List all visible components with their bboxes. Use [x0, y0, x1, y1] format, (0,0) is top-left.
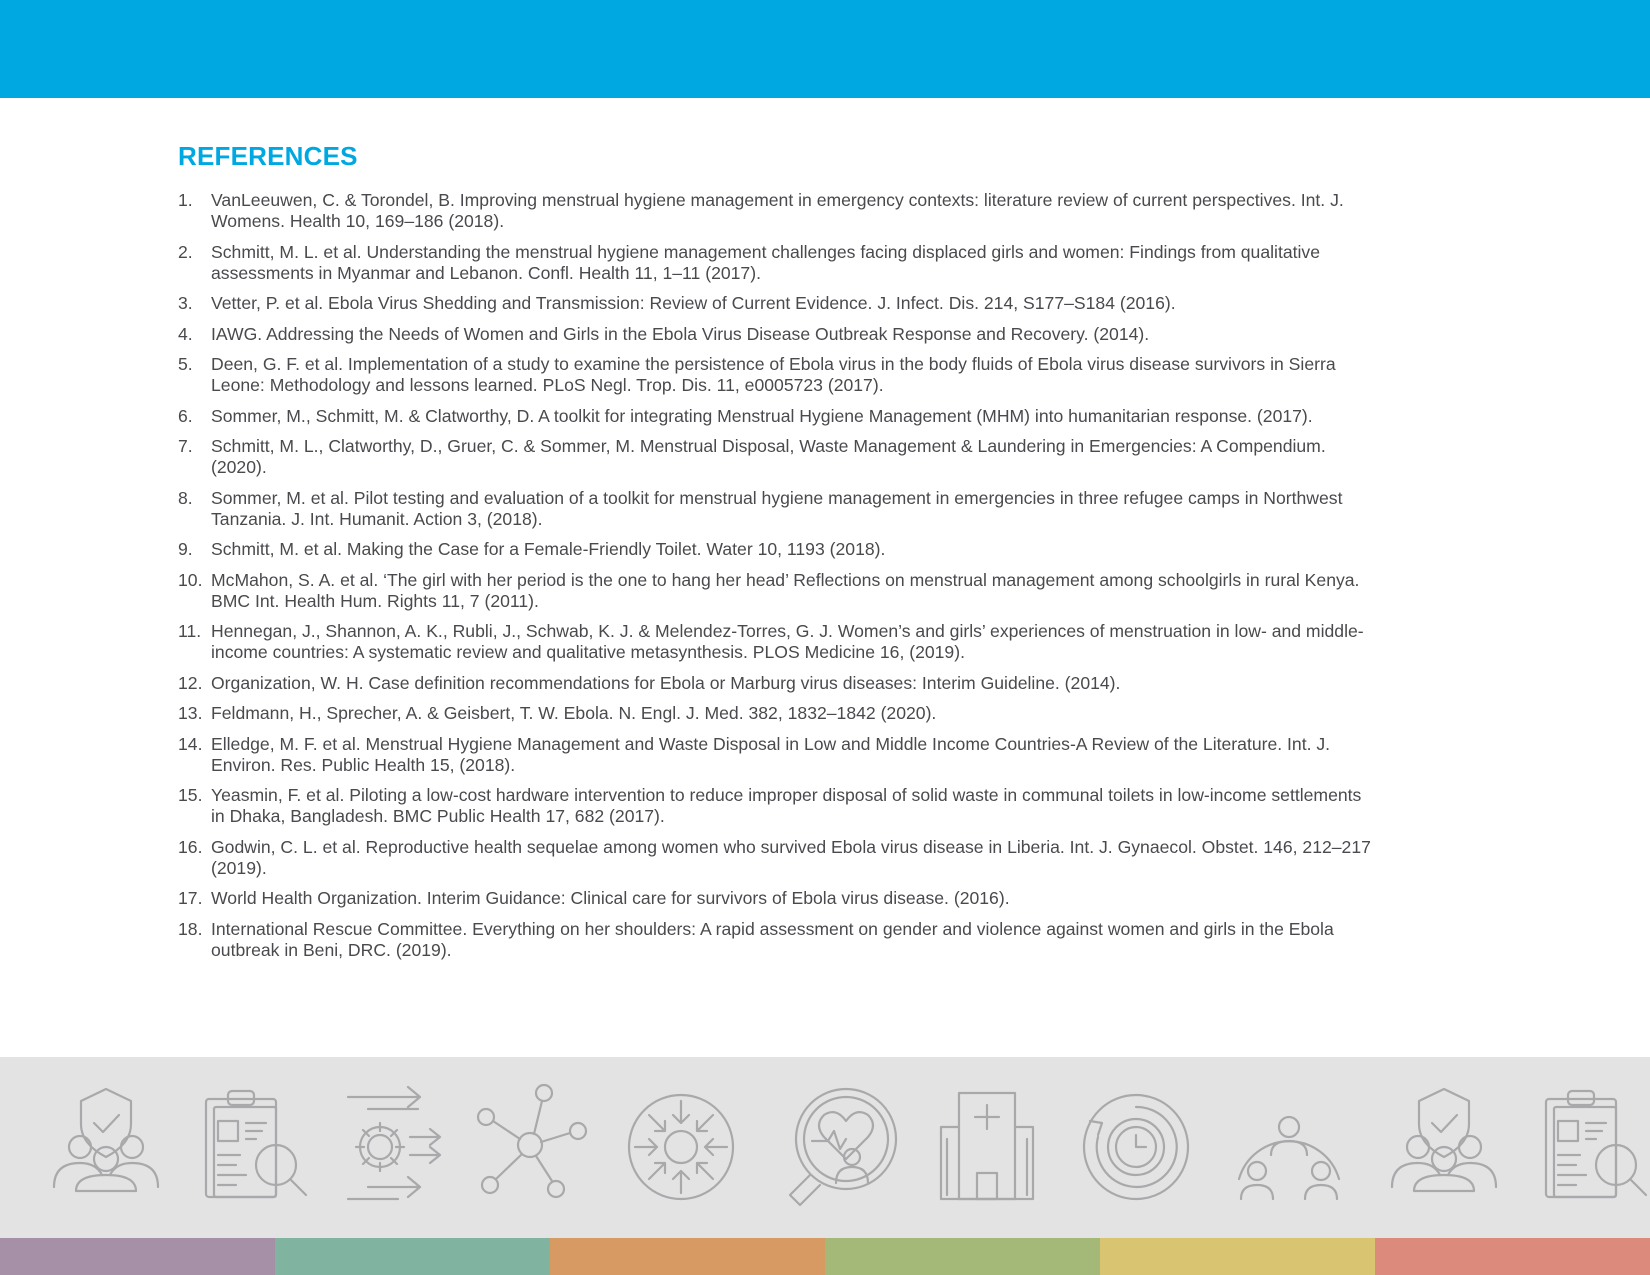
reference-number: 18. — [178, 918, 203, 939]
reference-text: Deen, G. F. et al. Implementation of a study to examine the persistence of Ebola virus in the body fluids of Ebola virus disease survivors in Sierra Leone: Methodology and lessons learned. PLoS Negl. Trop. Dis. 11, e0005723 (2017). — [211, 354, 1336, 395]
reference-number: 12. — [178, 672, 203, 693]
reference-text: Vetter, P. et al. Ebola Virus Shedding and Transmission: Review of Current Evidence. J. Infect. Dis. 214, S177–S184 (2016). — [211, 293, 1176, 313]
reference-item — [178, 785, 1378, 827]
reference-number: 13. — [178, 703, 203, 723]
reference-item — [178, 242, 1378, 284]
color-bar-segment — [825, 1238, 1100, 1275]
reference-item — [178, 673, 1378, 694]
clipboard-search-icon — [1536, 1079, 1650, 1219]
arrows-gear-icon — [338, 1079, 458, 1219]
reference-item — [178, 703, 1378, 724]
reference-item — [178, 488, 1378, 530]
people-shield-icon — [1384, 1079, 1504, 1219]
heart-person-search-icon — [782, 1079, 902, 1219]
reference-text: McMahon, S. A. et al. ‘The girl with her period is the one to hang her head’ Reflections on menstrual management among schoolgirls in rural Kenya. BMC Int. Health Hum. Rights 11, 7 (2011). — [211, 569, 1360, 611]
reference-item — [178, 354, 1378, 396]
reference-text: World Health Organization. Interim Guidance: Clinical care for survivors of Ebola virus disease. (2016). — [211, 888, 1010, 908]
color-bar-segment — [550, 1238, 825, 1275]
page-heading: REFERENCES — [178, 141, 358, 171]
reference-item — [178, 293, 1378, 314]
reference-number: 6. — [178, 405, 193, 426]
icon-band — [0, 1057, 1650, 1238]
clipboard-search-icon — [196, 1079, 316, 1219]
top-banner — [0, 0, 1650, 98]
reference-text: Hennegan, J., Shannon, A. K., Rubli, J., Schwab, K. J. & Melendez-Torres, G. J. Women’s and girls’ experiences of menstruation in low- and middle-income countries: A systematic review and qualitative metasynthesis. PLOS Medicine 16, (2019). — [211, 621, 1364, 662]
reference-number: 16. — [178, 836, 203, 857]
clock-target-icon — [1076, 1079, 1196, 1219]
bottom-color-bar — [0, 1238, 1650, 1275]
reference-number: 2. — [178, 241, 193, 262]
reference-item — [178, 734, 1378, 776]
reference-number: 9. — [178, 539, 193, 559]
reference-item — [178, 837, 1378, 879]
reference-number: 15. — [178, 785, 203, 805]
reference-item — [178, 888, 1378, 909]
reference-list — [178, 190, 1378, 970]
reference-item — [178, 406, 1378, 427]
reference-text: Organization, W. H. Case definition recommendations for Ebola or Marburg virus diseases: Interim Guideline. (2014). — [211, 672, 1121, 693]
reference-number: 1. — [178, 190, 193, 210]
reference-text: Sommer, M. et al. Pilot testing and evaluation of a toolkit for menstrual hygiene management in emergencies in three refugee camps in Northwest Tanzania. J. Int. Humanit. Action 3, (2018). — [211, 487, 1343, 529]
reference-text: Elledge, M. F. et al. Menstrual Hygiene Management and Waste Disposal in Low and Middle Income Countries-A Review of the Literature. Int. J. Environ. Res. Public Health 15, (2018). — [211, 733, 1331, 775]
color-bar-segment — [275, 1238, 550, 1275]
reference-number: 10. — [178, 569, 203, 590]
reference-number: 8. — [178, 487, 193, 508]
reference-number: 14. — [178, 733, 203, 754]
network-hub-icon — [472, 1079, 592, 1219]
people-shield-icon — [46, 1079, 166, 1219]
community-group-icon — [1229, 1079, 1349, 1219]
reference-item — [178, 190, 1378, 232]
reference-number: 5. — [178, 354, 193, 374]
reference-item — [178, 919, 1378, 961]
reference-number: 11. — [178, 621, 202, 641]
reference-text: Yeasmin, F. et al. Piloting a low-cost hardware intervention to reduce improper disposal of solid waste in communal toilets in low-income settlements in Dhaka, Bangladesh. BMC Public Health 17, 682 (2017). — [211, 785, 1362, 826]
color-bar-segment — [0, 1238, 275, 1275]
reference-text: Sommer, M., Schmitt, M. & Clatworthy, D. A toolkit for integrating Menstrual Hygiene Management (MHM) into humanitarian response. (2017). — [211, 405, 1313, 426]
color-bar-segment — [1375, 1238, 1650, 1275]
reference-text: Schmitt, M. L., Clatworthy, D., Gruer, C. & Sommer, M. Menstrual Disposal, Waste Management & Laundering in Emergencies: A Compendium. (2020). — [211, 436, 1326, 477]
hospital-building-icon — [927, 1079, 1047, 1219]
reference-text: VanLeeuwen, C. & Torondel, B. Improving menstrual hygiene management in emergency contexts: literature review of current perspectives. Int. J. Womens. Health 10, 169–186 (2018). — [211, 190, 1344, 231]
reference-text: IAWG. Addressing the Needs of Women and Girls in the Ebola Virus Disease Outbreak Response and Recovery. (2014). — [211, 323, 1150, 344]
reference-number: 4. — [178, 323, 193, 344]
color-bar-segment — [1100, 1238, 1375, 1275]
reference-text: Godwin, C. L. et al. Reproductive health sequelae among women who survived Ebola virus disease in Liberia. Int. J. Gynaecol. Obstet. 146, 212–217 (2019). — [211, 836, 1371, 878]
reference-item — [178, 324, 1378, 345]
reference-item — [178, 570, 1378, 612]
reference-item — [178, 539, 1378, 560]
reference-text: Schmitt, M. et al. Making the Case for a Female-Friendly Toilet. Water 10, 1193 (2018). — [211, 539, 886, 559]
reference-item — [178, 436, 1378, 478]
reference-item — [178, 621, 1378, 663]
reference-text: Feldmann, H., Sprecher, A. & Geisbert, T. W. Ebola. N. Engl. J. Med. 382, 1832–1842 (2020). — [211, 703, 937, 723]
reference-number: 3. — [178, 293, 193, 313]
reference-number: 17. — [178, 888, 203, 908]
compass-arrows-icon — [621, 1079, 741, 1219]
reference-text: International Rescue Committee. Everything on her shoulders: A rapid assessment on gender and violence against women and girls in the Ebola outbreak in Beni, DRC. (2019). — [211, 918, 1334, 960]
reference-number: 7. — [178, 436, 193, 456]
reference-text: Schmitt, M. L. et al. Understanding the menstrual hygiene management challenges facing displaced girls and women: Findings from qualitative assessments in Myanmar and Lebanon. Confl. Health 11, 1–11 (2017). — [211, 241, 1320, 283]
